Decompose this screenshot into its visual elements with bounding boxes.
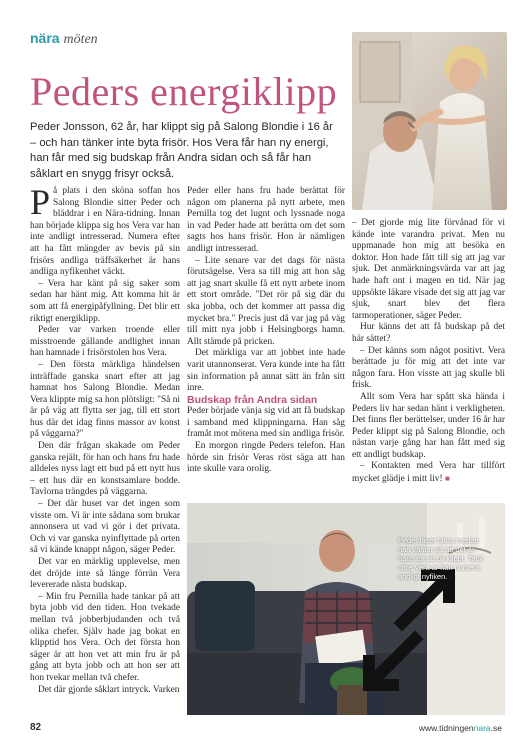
col2-paragraph: – Lite senare var det dags för nästa förutsägelse. Vera sa till mig att hon såg att jag snart skulle få ett nytt arbete inom ett stort område. "Det rör på sig där du ska jobba, och det kommer att passa dig mycket bra." Precis just då var jag på väg till mitt nya jobb i Helsingborgs hamn. Allt stämde på pricken. bbox=[187, 255, 345, 347]
col1-paragraph: Peder var varken troende eller misstroende gällande andlighet innan han hamnade i frisörstolen hos Vera. bbox=[30, 325, 180, 359]
col1-paragraph: Den där frågan skakade om Peder ganska rejält, för han och hans fru hade alldeles nyss lagt ett bud på ett nytt hus – ett hus där en konstsamlare bodde. Tavlorna trängdes på väggarna. bbox=[30, 441, 180, 498]
col1-paragraph: – Vera har känt på sig saker som sedan har hänt mig. Att komma hit är som att få energipåfyllning. Det blir ett riktigt energiklipp. bbox=[30, 278, 180, 324]
headline: Peders energiklipp bbox=[30, 69, 338, 114]
col1-first-paragraph: å plats i den sköna soffan hos Salong Blondie sitter Peder och bläddrar i en Nära-tidning. Innan han började klippa sig hos Vera var han inte andligt intresserad. Numera efter att ha fått mängder av bevis på sin frisörs andliga träffsäkerhet är hans andliga nyfikenhet väckt. bbox=[30, 186, 180, 278]
col1-paragraph: – Det där huset var det ingen som visste om. Vi är inte sådana som brukar annonsera ut vad vi gör i det privata. Och vi var ganska nyinflyttade på orten så vi kände knappt någon, säger Peder. bbox=[30, 499, 180, 556]
col1-paragraph: – Min fru Pernilla hade tankar på att byta jobb vid den tiden. Hon tvekade mellan två jobberbjudanden och två olika chefer. Själv hade jag bokat en klipptid hos Vera. Och det första hon säger är att hon vet att min fru är på gång att byta jobb och att hon ser att hon tvekar mellan två chefer. bbox=[30, 591, 180, 683]
col1-paragraph: Det där gjorde såklart intryck. Varken bbox=[38, 684, 180, 695]
col3-paragraph bbox=[352, 461, 505, 485]
url-highlight: nara bbox=[473, 723, 491, 733]
subheading: Budskap från Andra sidan bbox=[187, 393, 318, 406]
col3-paragraph: Allt som Vera har spått ska hända i Peders liv har sedan hänt i verkligheten. Det finns fler berättelser, under 16 år har Peder klippt sig på Salong Blondie, och nästan varje gång har han fått med sig ett andligt budskap. bbox=[352, 391, 505, 460]
peder-reading-photo bbox=[187, 503, 505, 715]
col2-paragraph: Peder eller hans fru hade berättat för någon om planerna på nytt arbete, men Pernilla tog det lugnt och lyssnade noga in vad Peder hade att berätta om det som sagts hos hans frisör. Hon är nämligen andligt intresserad. bbox=[187, 186, 345, 254]
footer-url[interactable] bbox=[419, 723, 502, 733]
col3-last-paragraph: – Kontakten med Vera har tillfört mycket glädje i mitt liv! bbox=[352, 461, 505, 485]
url-prefix: www.tidningen bbox=[418, 723, 474, 733]
article-column-1 bbox=[30, 186, 180, 704]
col2-paragraph: En morgon ringde Peders telefon. Han hörde sin frisör Veras röst säga att han inte skulle vara orolig. bbox=[187, 441, 345, 475]
col3-paragraph: Hur känns det att få budskap på det här sättet? bbox=[352, 322, 505, 344]
section-tag bbox=[30, 30, 98, 48]
col1-paragraph: Det var en märklig upplevelse, men det dröjde inte så länge förrän Vera levererade nästa budskap. bbox=[30, 557, 180, 591]
col2-paragraph: Det märkliga var att jobbet inte hade varit utannonserat. Vera kunde inte ha fått sin information på annat sätt än från sitt inre. bbox=[187, 348, 345, 394]
hairdresser-photo bbox=[352, 32, 507, 210]
photo-caption: Peder läser Nära medan han väntar på att det är hans tur att bli klippt. Tack vare Vera är han numera andligt nyfiken. bbox=[398, 536, 483, 581]
ingress bbox=[30, 120, 340, 182]
ingress-text: Peder Jonsson, 62 år, har klippt sig på Salong Blondie i 16 år – och han tänker inte byta frisör. Hos Vera får han ny energi, han får med sig budskap från Andra sidan och så får han såklart en snygg frisyr också. bbox=[30, 121, 333, 180]
url-suffix: .se bbox=[490, 723, 502, 733]
section-name: möten bbox=[63, 32, 98, 47]
drop-cap: P bbox=[30, 186, 51, 222]
article-column-2 bbox=[187, 186, 345, 496]
col2-paragraph: Peder började vänja sig vid att få budskap i samband med klippningarna. Han såg framåt mot mötena med sin andliga frisör. bbox=[187, 406, 345, 440]
page-number: 82 bbox=[30, 722, 42, 733]
article-column-3 bbox=[352, 218, 505, 508]
col3-paragraph: – Det gjorde mig lite förvånad för vi kände inte varandra privat. Men nu uppmanade hon mig att besöka en doktor. Hon hade fått till sig att jag var sjuk. Det anmärkningsvärda var att jag hade haft ont i magen en tid. När jag uppsökte läkare visade det sig att jag var sjuk, snart blev det flera tarmoperationer, säger Peder. bbox=[352, 218, 505, 321]
col3-paragraph: – Det känns som något positivt. Vera berättade ju för mig att det inte var någon fara. Hon visste att jag skulle bli frisk. bbox=[352, 345, 505, 391]
end-mark-icon: ■ bbox=[444, 474, 450, 484]
col1-paragraph: – Den första märkliga händelsen inträffade ganska snart efter att jag hamnat hos Salong Blondie. Medan Vera klippte mig sa hon plötsligt: "Så ni är på väg att flytta ser jag, till ett stort hus där det idag finns massor av konst på väggarna?" bbox=[30, 359, 180, 440]
section-brand: nära bbox=[30, 30, 60, 46]
